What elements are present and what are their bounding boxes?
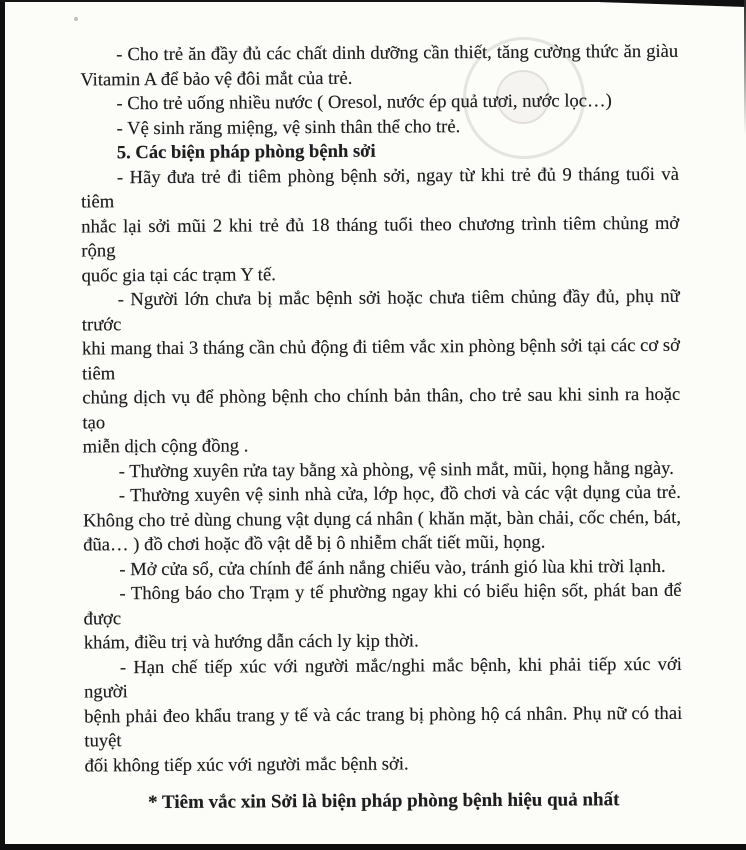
text-line: đối không tiếp xúc với người mắc bệnh sởi. [84, 752, 409, 776]
text-line: * Tiêm vắc xin Sởi là biện pháp phòng bệnh hiệu quả nhất [148, 789, 620, 814]
text-line: bệnh phải đeo khẩu trang y tế và các trang bị phòng hộ cá nhân. Phụ nữ có thai tuyệt [84, 702, 683, 752]
text-line: - Thường xuyên rửa tay bằng xà phòng, vệ sinh mắt, mũi, họng hằng ngày. [118, 457, 674, 482]
text-line: - Hãy đưa trẻ đi tiêm phòng bệnh sởi, ngay từ khi trẻ đủ 9 tháng tuổi và tiêm [81, 163, 679, 213]
document-body [80, 40, 683, 816]
scan-edge-bottom [0, 844, 746, 850]
text-line: khi mang thai 3 tháng cần chủ động đi tiêm vắc xin phòng bệnh sởi tại các cơ sở tiêm [81, 334, 681, 384]
text-line: - Cho trẻ uống nhiều nước ( Oresol, nước ép quả tươi, nước lọc…) [116, 90, 612, 115]
text-line: - Hạn chế tiếp xúc với người mắc/nghi mắc bệnh, khi phải tiếp xúc với người [84, 653, 682, 703]
scan-edge-top-right-wedge [600, 0, 746, 7]
text-line: 5. Các biện pháp phòng bệnh sởi [116, 140, 376, 164]
text-line: miễn dịch cộng đồng . [82, 435, 249, 458]
scan-edge-left [0, 0, 5, 850]
text-line: nhắc lại sởi mũi 2 khi trẻ đủ 18 tháng tuổi theo chương trình tiêm chủng mở rộng [81, 212, 680, 262]
text-line: đũa… ) đồ chơi hoặc đồ vật dễ bị ô nhiễm chất tiết mũi, họng. [83, 531, 546, 556]
scan-speck [74, 17, 78, 21]
text-line: khám, điều trị và hướng dẫn cách ly kịp thời. [83, 630, 419, 654]
text-line: - Vệ sinh răng miệng, vệ sinh thân thể cho trẻ. [116, 115, 461, 139]
text-line: chủng dịch vụ để phòng bệnh cho chính bản thân, cho trẻ sau khi sinh ra hoặc tạo [82, 383, 681, 433]
text-line: quốc gia tại các trạm Y tế. [81, 263, 276, 286]
text-line: - Mở cửa sổ, cửa chính để ánh nắng chiếu vào, tránh gió lùa khi trời lạnh. [119, 555, 666, 580]
text-line: - Người lớn chưa bị mắc bệnh sởi hoặc chưa tiêm chủng đầy đủ, phụ nữ trước [81, 285, 680, 335]
text-line: Vitamin A để bảo vệ đôi mắt của trẻ. [80, 67, 353, 90]
text-line: - Cho trẻ ăn đầy đủ các chất dinh dưỡng cần thiết, tăng cường thức ăn giàu [116, 40, 679, 66]
text-line: Không cho trẻ dùng chung vật dụng cá nhân ( khăn mặt, bàn chải, cốc chén, bát, [82, 506, 682, 531]
text-line: - Thường xuyên vệ sinh nhà cửa, lớp học, đồ chơi và các vật dụng của trẻ. [118, 481, 681, 507]
text-line: - Thông báo cho Trạm y tế phường ngay khi có biểu hiện sốt, phát ban để được [83, 579, 682, 629]
